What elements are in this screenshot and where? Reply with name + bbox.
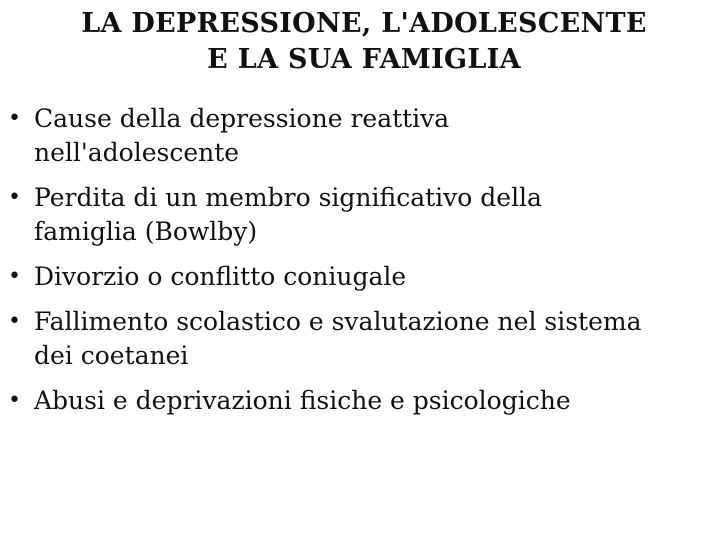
bullet-text-line-1: Divorzio o conflitto coniugale bbox=[34, 262, 407, 291]
bullet-dot-icon: • bbox=[8, 106, 21, 131]
bullet-item-abuse bbox=[6, 384, 722, 418]
bullet-text-line-1: Fallimento scolastico e svalutazione nel sistema bbox=[34, 307, 642, 336]
bullet-text-line-2: dei coetanei bbox=[34, 341, 189, 370]
bullet-text-line-2: nell'adolescente bbox=[34, 138, 240, 167]
bullet-list bbox=[6, 102, 722, 429]
slide-title bbox=[8, 6, 720, 78]
bullet-item-school-failure bbox=[6, 305, 722, 373]
bullet-text-line-2: famiglia (Bowlby) bbox=[34, 217, 258, 246]
title-line-1: LA DEPRESSIONE, L'ADOLESCENTE bbox=[81, 8, 647, 39]
bullet-item-causes bbox=[6, 102, 722, 170]
bullet-item-loss bbox=[6, 181, 722, 249]
bullet-text-line-1: Cause della depressione reattiva bbox=[34, 104, 450, 133]
bullet-dot-icon: • bbox=[8, 185, 21, 210]
title-line-2: E LA SUA FAMIGLIA bbox=[207, 44, 521, 75]
bullet-text-line-1: Perdita di un membro significativo della bbox=[34, 183, 542, 212]
bullet-dot-icon: • bbox=[8, 309, 21, 334]
bullet-text-line-1: Abusi e deprivazioni fisiche e psicologiche bbox=[34, 386, 571, 415]
bullet-dot-icon: • bbox=[8, 264, 21, 289]
bullet-item-divorce bbox=[6, 260, 722, 294]
bullet-dot-icon: • bbox=[8, 388, 21, 413]
